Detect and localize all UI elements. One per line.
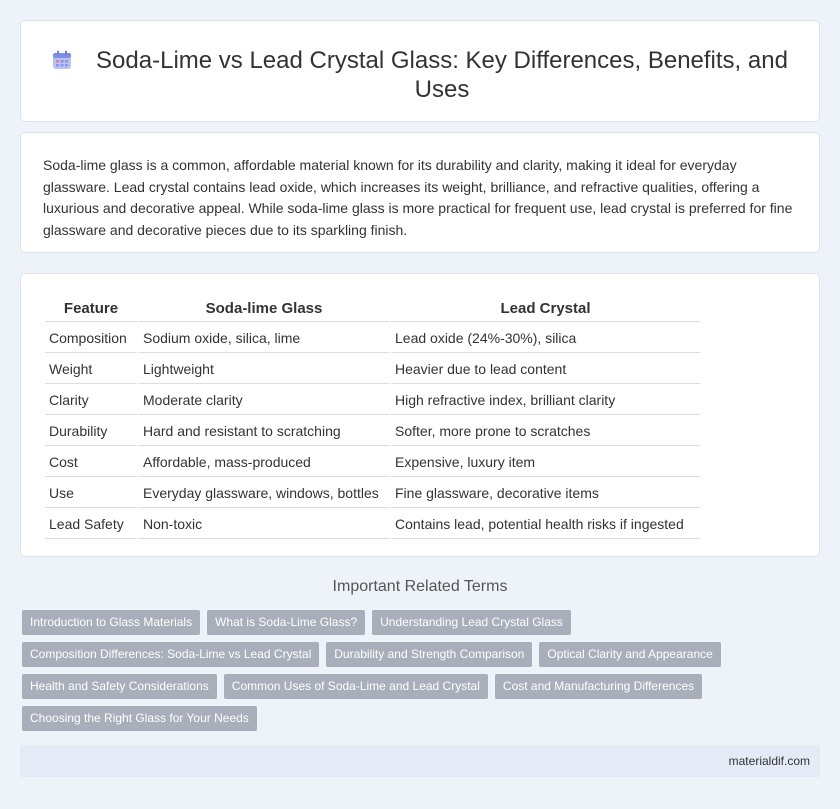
related-term-link[interactable]: Introduction to Glass Materials <box>22 610 200 635</box>
table-cell-lead-crystal: Expensive, luxury item <box>391 448 700 477</box>
table-header-lead-crystal: Lead Crystal <box>391 296 700 322</box>
table-cell-soda-lime: Sodium oxide, silica, lime <box>139 324 389 353</box>
table-cell-lead-crystal: Heavier due to lead content <box>391 355 700 384</box>
table-cell-lead-crystal: Fine glassware, decorative items <box>391 479 700 508</box>
table-cell-feature: Cost <box>45 448 137 477</box>
table-row <box>45 417 700 446</box>
table-cell-soda-lime: Everyday glassware, windows, bottles <box>139 479 389 508</box>
table-row <box>45 448 700 477</box>
table-cell-feature: Clarity <box>45 386 137 415</box>
title-wrap <box>21 21 819 104</box>
footer-site-name: materialdif.com <box>728 754 810 768</box>
table-row <box>45 479 700 508</box>
calendar-icon <box>51 49 73 71</box>
table-cell-feature: Lead Safety <box>45 510 137 539</box>
table-cell-feature: Composition <box>45 324 137 353</box>
related-terms-list <box>22 610 822 738</box>
table-cell-soda-lime: Moderate clarity <box>139 386 389 415</box>
related-terms-heading: Important Related Terms <box>332 578 508 595</box>
table-card <box>20 273 820 557</box>
table-cell-lead-crystal: High refractive index, brilliant clarity <box>391 386 700 415</box>
intro-card <box>20 132 820 253</box>
table-cell-feature: Weight <box>45 355 137 384</box>
table-cell-soda-lime: Hard and resistant to scratching <box>139 417 389 446</box>
table-cell-lead-crystal: Lead oxide (24%-30%), silica <box>391 324 700 353</box>
table-row <box>45 324 700 353</box>
table-header-soda-lime: Soda-lime Glass <box>139 296 389 322</box>
comparison-table <box>43 294 702 541</box>
related-term-link[interactable]: Cost and Manufacturing Differences <box>495 674 702 699</box>
related-term-link[interactable]: What is Soda-Lime Glass? <box>207 610 365 635</box>
table-cell-lead-crystal: Contains lead, potential health risks if ingested <box>391 510 700 539</box>
table-cell-soda-lime: Affordable, mass-produced <box>139 448 389 477</box>
table-header-row <box>45 296 700 322</box>
related-term-link[interactable]: Health and Safety Considerations <box>22 674 217 699</box>
table-cell-feature: Durability <box>45 417 137 446</box>
table-cell-soda-lime: Lightweight <box>139 355 389 384</box>
table-cell-lead-crystal: Softer, more prone to scratches <box>391 417 700 446</box>
related-term-link[interactable]: Choosing the Right Glass for Your Needs <box>22 706 257 731</box>
table-cell-soda-lime: Non-toxic <box>139 510 389 539</box>
footer <box>20 745 820 777</box>
related-term-link[interactable]: Common Uses of Soda-Lime and Lead Crystal <box>224 674 488 699</box>
table-row <box>45 510 700 539</box>
related-term-link[interactable]: Optical Clarity and Appearance <box>539 642 720 667</box>
related-term-link[interactable]: Durability and Strength Comparison <box>326 642 532 667</box>
page-title: Soda-Lime vs Lead Crystal Glass: Key Differences, Benefits, and Uses <box>96 47 788 103</box>
intro-paragraph: Soda-lime glass is a common, affordable material known for its durability and clarity, making it ideal for everyday glassware. Lead crystal contains lead oxide, which increases its weight, brilliance, and refractive qualities, offering a luxurious and decorative appeal. While soda-lime glass is more practical for frequent use, lead crystal is preferred for fine glassware and decorative pieces due to its sparkling finish. <box>43 157 793 238</box>
related-term-link[interactable]: Understanding Lead Crystal Glass <box>372 610 571 635</box>
table-header-feature: Feature <box>45 296 137 322</box>
table-row <box>45 386 700 415</box>
title-card <box>20 20 820 122</box>
table-cell-feature: Use <box>45 479 137 508</box>
related-term-link[interactable]: Composition Differences: Soda-Lime vs Lead Crystal <box>22 642 319 667</box>
table-row <box>45 355 700 384</box>
